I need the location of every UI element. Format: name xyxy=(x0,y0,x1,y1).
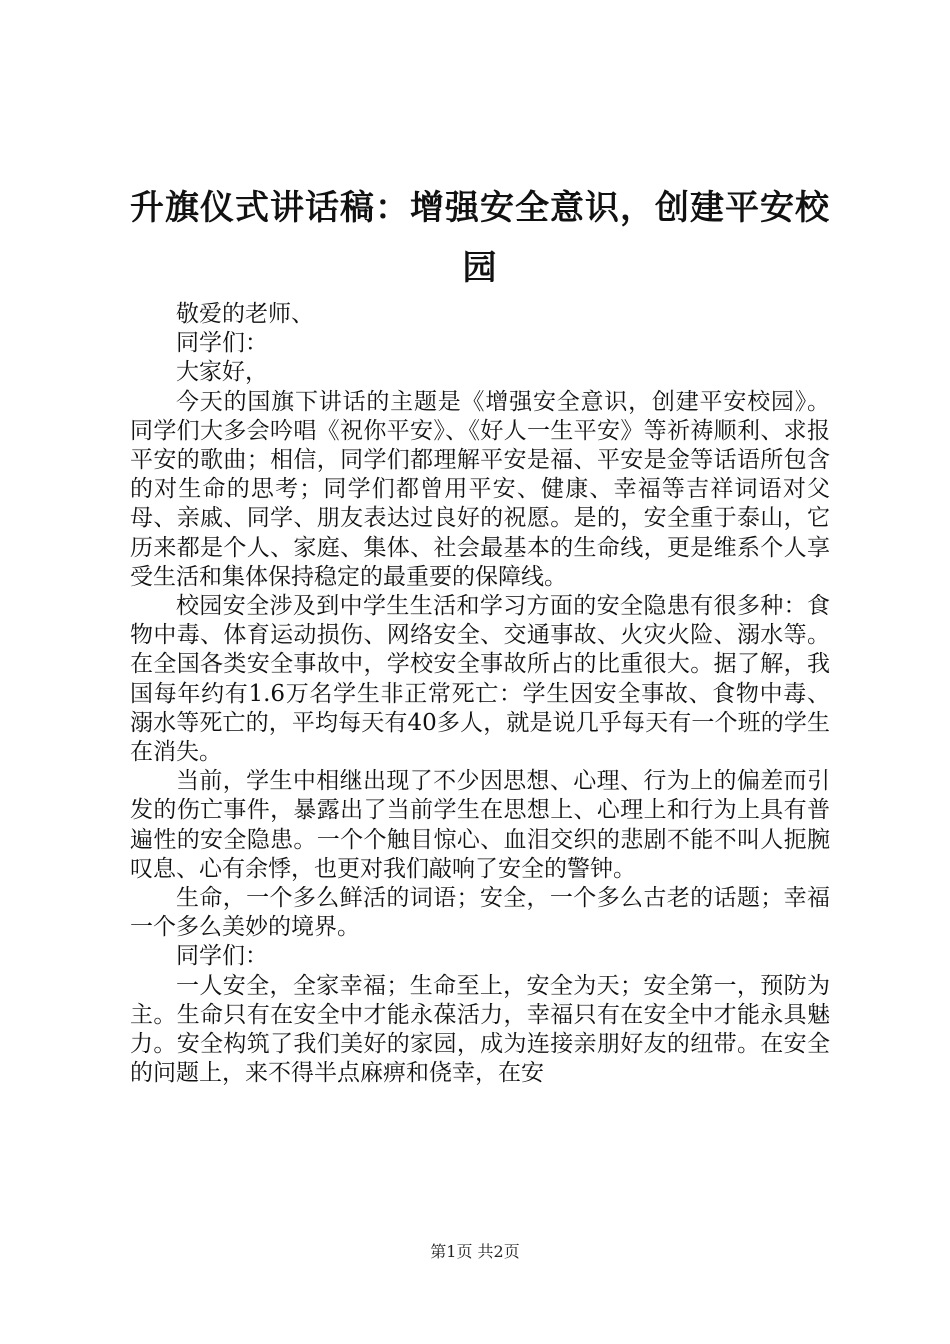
greeting: 大家好， xyxy=(176,359,268,386)
body-paragraph: 今天的国旗下讲话的主题是《增强安全意识，创建平安校园》。同学们大多会吟唱《祝你平安》、《好人一生平安》等祈祷顺利、求报平安的歌曲；相信，同学们都理解平安是福、平安是金等话语所包含的对生命的思考；同学们都曾用平安、健康、幸福等吉祥词语对父母、亲戚、同学、朋友表达过良好的祝愿。是的，安全重于泰山，它历来都是个人、家庭、集体、社会最基本的生命线，更是维系个人享受生活和集体保持稳定的最重要的保障线。 xyxy=(130,388,830,590)
body-paragraph: 生命，一个多么鲜活的词语；安全，一个多么古老的话题；幸福一个多么美妙的境界。 xyxy=(130,885,830,941)
body-paragraph: 当前，学生中相继出现了不少因思想、心理、行为上的偏差而引发的伤亡事件，暴露出了当前学生在思想上、心理上和行为上具有普遍性的安全隐患。一个个触目惊心、血泪交织的悲剧不能不叫人扼腕叹息、心有余悸，也更对我们敲响了安全的警钟。 xyxy=(130,768,830,882)
salutation-students: 同学们： xyxy=(176,330,268,357)
body-paragraph: 一人安全，全家幸福；生命至上，安全为天；安全第一，预防为主。生命只有在安全中才能永葆活力，幸福只有在安全中才能永具魅力。安全构筑了我们美好的家园，成为连接亲朋好友的纽带。在安全的问题上，来不得半点麻痹和侥幸，在安 xyxy=(130,972,830,1087)
body-paragraph: 校园安全涉及到中学生生活和学习方面的安全隐患有很多种：食物中毒、体育运动损伤、网络安全、交通事故、火灾火险、溺水等。在全国各类安全事故中，学校安全事故所占的比重很大。据了解，我国每年约有1.6万名学生非正常死亡：学生因安全事故、食物中毒、溺水等死亡的，平均每天有40多人，就是说几乎每天有一个班的学生在消失。 xyxy=(130,593,830,766)
document-title: 升旗仪式讲话稿：增强安全意识，创建平安校园 xyxy=(130,188,830,288)
page-number: 第1页 共2页 xyxy=(430,1242,520,1261)
salutation-teachers: 敬爱的老师、 xyxy=(176,301,314,327)
address-students: 同学们： xyxy=(176,943,268,970)
document-body xyxy=(130,300,830,1088)
